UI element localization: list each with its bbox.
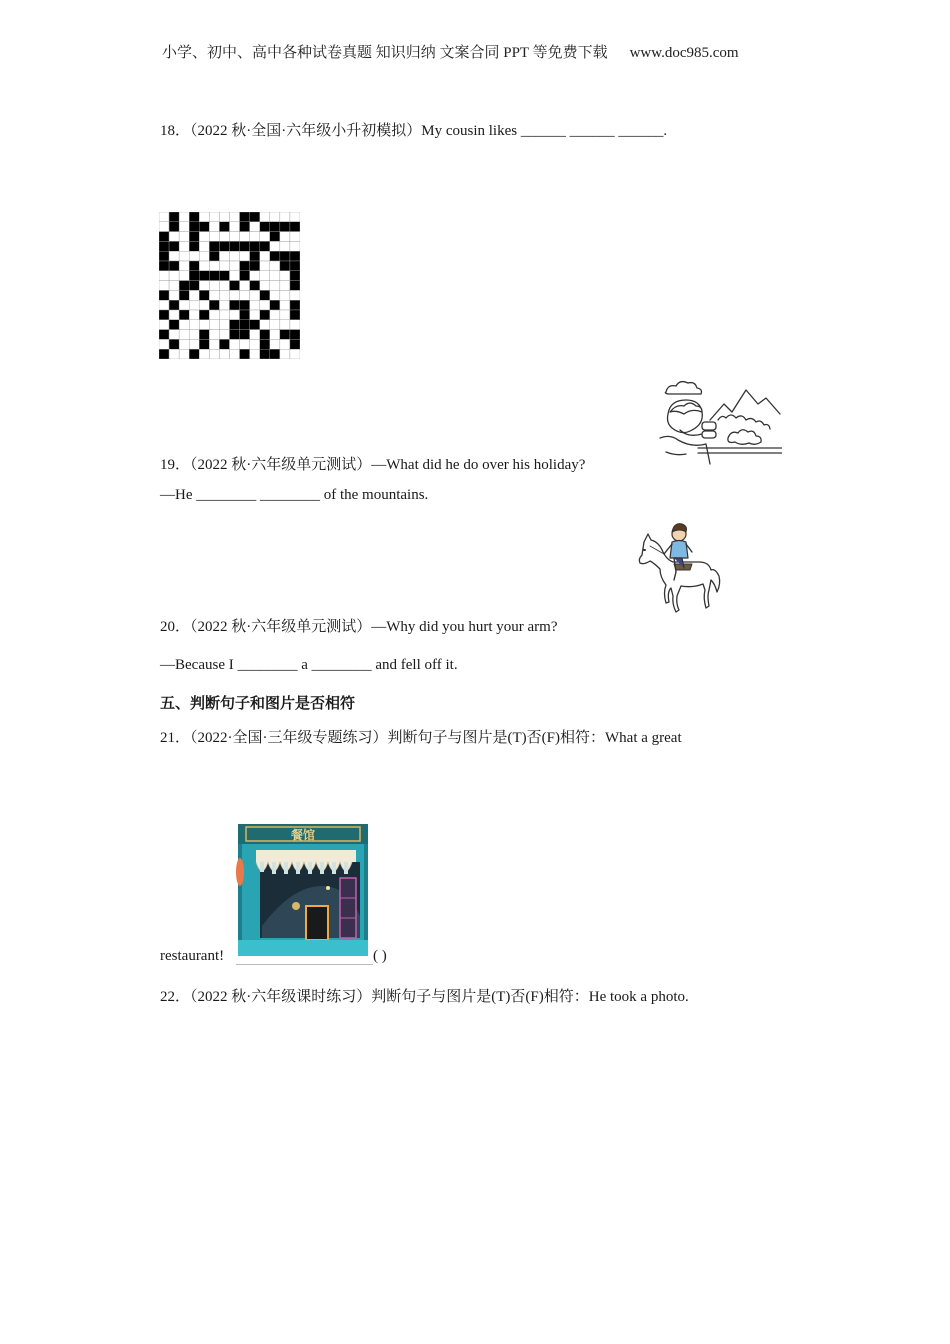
crossword-cell <box>260 320 270 330</box>
crossword-cell <box>169 339 179 349</box>
crossword-cell <box>290 222 300 232</box>
crossword-cell <box>189 241 199 251</box>
question-number: 18． <box>160 123 191 139</box>
crossword-cell <box>230 300 240 310</box>
crossword-cell <box>169 349 179 359</box>
crossword-cell <box>199 281 209 291</box>
crossword-cell <box>270 349 280 359</box>
question-text: 判断句子与图片是(T)否(F)相符：He took a photo. <box>371 989 689 1005</box>
crossword-cell <box>159 271 169 281</box>
crossword-cell <box>290 320 300 330</box>
crossword-cell <box>250 271 260 281</box>
crossword-cell <box>280 290 290 300</box>
crossword-cell <box>179 271 189 281</box>
crossword-cell <box>169 300 179 310</box>
crossword-cell <box>219 212 229 222</box>
crossword-cell <box>260 251 270 261</box>
crossword-cell <box>209 349 219 359</box>
crossword-cell <box>179 330 189 340</box>
crossword-cell <box>159 300 169 310</box>
boy-riding-horse-image <box>634 520 724 630</box>
crossword-cell <box>199 251 209 261</box>
crossword-cell <box>199 261 209 271</box>
crossword-cell <box>260 339 270 349</box>
image-baseline <box>236 964 373 965</box>
crossword-cell <box>189 330 199 340</box>
crossword-cell <box>199 241 209 251</box>
crossword-cell <box>250 241 260 251</box>
question-source: （2022·全国·三年级专题练习） <box>190 730 388 746</box>
crossword-cell <box>219 222 229 232</box>
crossword-cell <box>209 271 219 281</box>
crossword-cell <box>270 330 280 340</box>
header-site-link[interactable]: www.doc985.com <box>629 45 739 61</box>
crossword-cell <box>270 281 280 291</box>
crossword-cell <box>240 281 250 291</box>
crossword-cell <box>290 281 300 291</box>
question-text: 判断句子与图片是(T)否(F)相符：What a great <box>387 730 682 746</box>
crossword-cell <box>219 271 229 281</box>
crossword-cell <box>260 290 270 300</box>
crossword-cell <box>169 222 179 232</box>
crossword-cell <box>189 339 199 349</box>
crossword-cell <box>219 339 229 349</box>
crossword-cell <box>189 320 199 330</box>
crossword-cell <box>159 232 169 242</box>
crossword-cell <box>169 251 179 261</box>
crossword-cell <box>290 241 300 251</box>
crossword-cell <box>199 310 209 320</box>
crossword-cell <box>280 320 290 330</box>
crossword-cell <box>159 310 169 320</box>
crossword-cell <box>230 330 240 340</box>
question-text: —What did he do over his holiday? <box>371 457 586 473</box>
crossword-cell <box>250 339 260 349</box>
crossword-cell <box>219 310 229 320</box>
crossword-cell <box>240 320 250 330</box>
question-source: （2022 秋·六年级课时练习） <box>190 989 372 1005</box>
crossword-cell <box>260 310 270 320</box>
question-19-answer: —He ________ ________ of the mountains. <box>160 487 429 503</box>
crossword-cell <box>280 339 290 349</box>
crossword-cell <box>240 212 250 222</box>
question-text: —Why did you hurt your arm? <box>371 619 558 635</box>
crossword-cell <box>169 290 179 300</box>
crossword-cell <box>240 330 250 340</box>
crossword-cell <box>250 290 260 300</box>
crossword-cell <box>169 232 179 242</box>
crossword-cell <box>189 232 199 242</box>
crossword-cell <box>179 339 189 349</box>
crossword-cell <box>240 300 250 310</box>
crossword-cell <box>280 310 290 320</box>
section-title: 五、判断句子和图片是否相符 <box>160 694 356 712</box>
crossword-cell <box>240 241 250 251</box>
crossword-cell <box>169 310 179 320</box>
question-19 <box>160 453 585 474</box>
crossword-cell <box>290 212 300 222</box>
crossword-cell <box>250 251 260 261</box>
crossword-cell <box>280 251 290 261</box>
crossword-cell <box>250 310 260 320</box>
crossword-cell <box>290 232 300 242</box>
crossword-cell <box>219 232 229 242</box>
crossword-cell <box>270 300 280 310</box>
crossword-cell <box>189 300 199 310</box>
crossword-cell <box>169 330 179 340</box>
crossword-cell <box>260 261 270 271</box>
crossword-cell <box>179 310 189 320</box>
crossword-cell <box>270 251 280 261</box>
crossword-cell <box>179 241 189 251</box>
crossword-cell <box>159 349 169 359</box>
crossword-cell <box>199 232 209 242</box>
question-source: （2022 秋·六年级单元测试） <box>190 457 372 473</box>
crossword-cell <box>260 271 270 281</box>
crossword-cell <box>209 212 219 222</box>
question-number: 19． <box>160 457 191 473</box>
crossword-cell <box>260 241 270 251</box>
boy-binoculars-image <box>658 378 782 468</box>
crossword-cell <box>250 261 260 271</box>
crossword-cell <box>159 212 169 222</box>
question-22 <box>160 985 689 1006</box>
crossword-cell <box>290 290 300 300</box>
crossword-cell <box>260 212 270 222</box>
crossword-cell <box>189 310 199 320</box>
crossword-cell <box>290 310 300 320</box>
crossword-cell <box>219 261 229 271</box>
crossword-cell <box>240 251 250 261</box>
crossword-cell <box>199 300 209 310</box>
question-source: （2022 秋·全国·六年级小升初模拟） <box>190 123 422 139</box>
crossword-cell <box>199 330 209 340</box>
crossword-cell <box>159 290 169 300</box>
crossword-cell <box>280 241 290 251</box>
crossword-cell <box>230 241 240 251</box>
question-number: 22． <box>160 989 191 1005</box>
crossword-cell <box>260 281 270 291</box>
crossword-cell <box>260 330 270 340</box>
crossword-cell <box>189 290 199 300</box>
crossword-cell <box>280 261 290 271</box>
crossword-cell <box>240 222 250 232</box>
crossword-cell <box>209 310 219 320</box>
crossword-cell <box>230 271 240 281</box>
crossword-cell <box>179 222 189 232</box>
question-21-continuation: restaurant! <box>160 948 225 964</box>
crossword-cell <box>179 300 189 310</box>
crossword-cell <box>270 241 280 251</box>
crossword-cell <box>179 349 189 359</box>
question-21 <box>160 726 682 747</box>
crossword-cell <box>240 290 250 300</box>
crossword-cell <box>240 271 250 281</box>
crossword-cell <box>179 261 189 271</box>
crossword-cell <box>159 339 169 349</box>
crossword-image <box>159 212 300 359</box>
crossword-cell <box>209 281 219 291</box>
crossword-cell <box>250 212 260 222</box>
crossword-cell <box>270 212 280 222</box>
crossword-cell <box>270 339 280 349</box>
question-20 <box>160 615 557 636</box>
crossword-cell <box>209 241 219 251</box>
crossword-cell <box>199 271 209 281</box>
crossword-cell <box>280 222 290 232</box>
crossword-cell <box>159 281 169 291</box>
crossword-cell <box>209 251 219 261</box>
crossword-cell <box>260 349 270 359</box>
crossword-cell <box>250 281 260 291</box>
crossword-cell <box>209 339 219 349</box>
crossword-cell <box>290 349 300 359</box>
crossword-cell <box>260 222 270 232</box>
question-source: （2022 秋·六年级单元测试） <box>190 619 372 635</box>
crossword-cell <box>189 271 199 281</box>
crossword-cell <box>230 212 240 222</box>
crossword-cell <box>270 320 280 330</box>
crossword-cell <box>169 261 179 271</box>
restaurant-sign-text: 餐馆 <box>290 828 316 842</box>
crossword-cell <box>260 232 270 242</box>
crossword-cell <box>270 290 280 300</box>
question-text: My cousin likes ______ ______ ______. <box>421 123 668 139</box>
crossword-cell <box>240 339 250 349</box>
crossword-cell <box>159 261 169 271</box>
crossword-cell <box>250 232 260 242</box>
crossword-cell <box>230 232 240 242</box>
crossword-cell <box>250 222 260 232</box>
crossword-cell <box>250 300 260 310</box>
crossword-cell <box>159 330 169 340</box>
crossword-cell <box>270 271 280 281</box>
crossword-cell <box>209 320 219 330</box>
crossword-cell <box>250 349 260 359</box>
crossword-cell <box>270 261 280 271</box>
crossword-cell <box>250 330 260 340</box>
page-header <box>162 41 739 62</box>
crossword-cell <box>179 320 189 330</box>
crossword-cell <box>169 271 179 281</box>
crossword-cell <box>219 281 229 291</box>
crossword-cell <box>209 222 219 232</box>
crossword-cell <box>179 212 189 222</box>
crossword-cell <box>240 232 250 242</box>
question-number: 20． <box>160 619 191 635</box>
crossword-cell <box>219 290 229 300</box>
crossword-cell <box>189 251 199 261</box>
crossword-cell <box>169 320 179 330</box>
crossword-cell <box>199 290 209 300</box>
crossword-cell <box>189 222 199 232</box>
crossword-cell <box>230 251 240 261</box>
crossword-cell <box>240 261 250 271</box>
crossword-cell <box>179 281 189 291</box>
crossword-cell <box>159 320 169 330</box>
crossword-cell <box>169 241 179 251</box>
crossword-cell <box>209 261 219 271</box>
crossword-cell <box>250 320 260 330</box>
crossword-cell <box>199 222 209 232</box>
question-20-answer: —Because I ________ a ________ and fell off it. <box>160 657 458 673</box>
crossword-cell <box>199 212 209 222</box>
crossword-cell <box>209 290 219 300</box>
crossword-cell <box>280 330 290 340</box>
crossword-cell <box>270 232 280 242</box>
crossword-cell <box>189 212 199 222</box>
crossword-cell <box>199 320 209 330</box>
crossword-cell <box>230 261 240 271</box>
crossword-cell <box>270 222 280 232</box>
crossword-cell <box>240 310 250 320</box>
crossword-cell <box>230 349 240 359</box>
crossword-cell <box>230 310 240 320</box>
crossword-cell <box>219 330 229 340</box>
answer-blank[interactable]: ( ) <box>373 948 387 964</box>
crossword-cell <box>280 300 290 310</box>
crossword-cell <box>159 241 169 251</box>
crossword-cell <box>179 290 189 300</box>
crossword-cell <box>270 310 280 320</box>
crossword-cell <box>290 251 300 261</box>
question-18 <box>160 119 667 140</box>
crossword-cell <box>240 349 250 359</box>
crossword-cell <box>159 251 169 261</box>
crossword-cell <box>290 261 300 271</box>
crossword-cell <box>230 290 240 300</box>
crossword-cell <box>179 232 189 242</box>
crossword-cell <box>179 251 189 261</box>
crossword-cell <box>209 232 219 242</box>
crossword-cell <box>290 300 300 310</box>
crossword-cell <box>219 320 229 330</box>
crossword-cell <box>219 349 229 359</box>
crossword-cell <box>199 339 209 349</box>
header-promo-text: 小学、初中、高中各种试卷真题 知识归纳 文案合同 PPT 等免费下载 <box>162 45 608 61</box>
crossword-cell <box>290 330 300 340</box>
crossword-cell <box>290 271 300 281</box>
crossword-cell <box>189 281 199 291</box>
crossword-cell <box>189 261 199 271</box>
crossword-cell <box>230 281 240 291</box>
crossword-cell <box>189 349 199 359</box>
crossword-cell <box>280 271 290 281</box>
crossword-cell <box>209 330 219 340</box>
crossword-cell <box>280 281 290 291</box>
crossword-cell <box>280 212 290 222</box>
crossword-cell <box>280 232 290 242</box>
crossword-cell <box>169 281 179 291</box>
crossword-cell <box>230 222 240 232</box>
crossword-cell <box>230 339 240 349</box>
crossword-cell <box>219 251 229 261</box>
restaurant-image <box>236 822 373 964</box>
crossword-cell <box>159 222 169 232</box>
crossword-cell <box>209 300 219 310</box>
crossword-cell <box>219 241 229 251</box>
crossword-cell <box>290 339 300 349</box>
crossword-cell <box>230 320 240 330</box>
crossword-cell <box>260 300 270 310</box>
crossword-cell <box>280 349 290 359</box>
crossword-cell <box>199 349 209 359</box>
question-number: 21． <box>160 730 191 746</box>
crossword-cell <box>219 300 229 310</box>
crossword-cell <box>169 212 179 222</box>
